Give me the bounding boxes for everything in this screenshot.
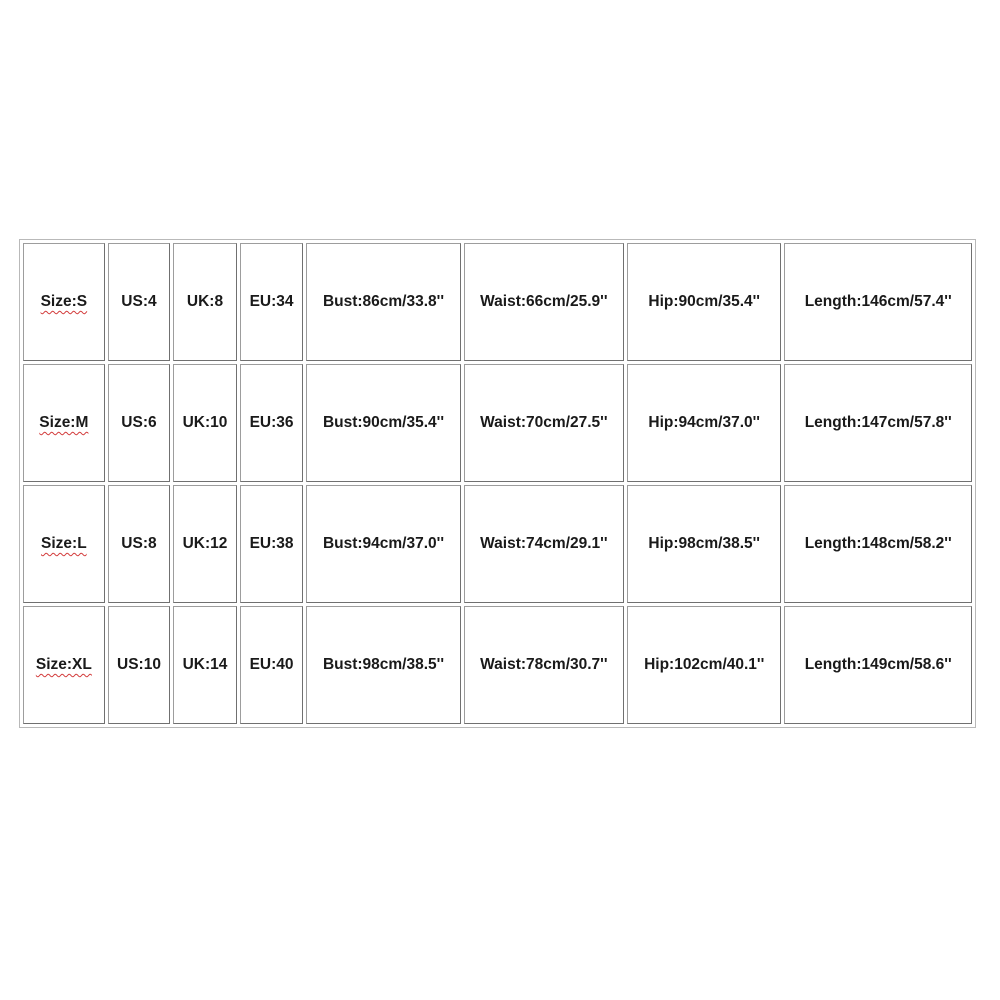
- size-label: Size:S: [40, 293, 88, 310]
- size-cell: [23, 364, 105, 482]
- size-label: Size:XL: [35, 656, 92, 673]
- us-size-cell: US:4: [108, 243, 171, 361]
- hip-cell: Hip:94cm/37.0'': [627, 364, 781, 482]
- bust-cell: Bust:98cm/38.5'': [306, 606, 460, 724]
- us-size-cell: US:6: [108, 364, 171, 482]
- size-label: Size:M: [39, 414, 89, 431]
- waist-cell: Waist:70cm/27.5'': [464, 364, 624, 482]
- hip-cell: Hip:98cm/38.5'': [627, 485, 781, 603]
- size-cell: [23, 606, 105, 724]
- uk-size-cell: UK:10: [173, 364, 237, 482]
- uk-size-cell: UK:8: [173, 243, 237, 361]
- waist-cell: Waist:66cm/25.9'': [464, 243, 624, 361]
- us-size-cell: US:8: [108, 485, 171, 603]
- bust-cell: Bust:94cm/37.0'': [306, 485, 460, 603]
- length-cell: Length:147cm/57.8'': [784, 364, 972, 482]
- hip-cell: Hip:90cm/35.4'': [627, 243, 781, 361]
- eu-size-cell: EU:38: [240, 485, 304, 603]
- length-cell: Length:149cm/58.6'': [784, 606, 972, 724]
- table-row: [23, 243, 972, 361]
- length-cell: Length:146cm/57.4'': [784, 243, 972, 361]
- size-cell: [23, 243, 105, 361]
- table-row: [23, 364, 972, 482]
- size-chart-table: [19, 239, 976, 728]
- uk-size-cell: UK:14: [173, 606, 237, 724]
- hip-cell: Hip:102cm/40.1'': [627, 606, 781, 724]
- length-cell: Length:148cm/58.2'': [784, 485, 972, 603]
- uk-size-cell: UK:12: [173, 485, 237, 603]
- table-row: [23, 606, 972, 724]
- bust-cell: Bust:90cm/35.4'': [306, 364, 460, 482]
- eu-size-cell: EU:34: [240, 243, 304, 361]
- us-size-cell: US:10: [108, 606, 171, 724]
- bust-cell: Bust:86cm/33.8'': [306, 243, 460, 361]
- waist-cell: Waist:74cm/29.1'': [464, 485, 624, 603]
- eu-size-cell: EU:36: [240, 364, 304, 482]
- size-chart-grid: [20, 240, 975, 727]
- eu-size-cell: EU:40: [240, 606, 304, 724]
- table-row: [23, 485, 972, 603]
- size-label: Size:L: [41, 535, 87, 552]
- size-cell: [23, 485, 105, 603]
- waist-cell: Waist:78cm/30.7'': [464, 606, 624, 724]
